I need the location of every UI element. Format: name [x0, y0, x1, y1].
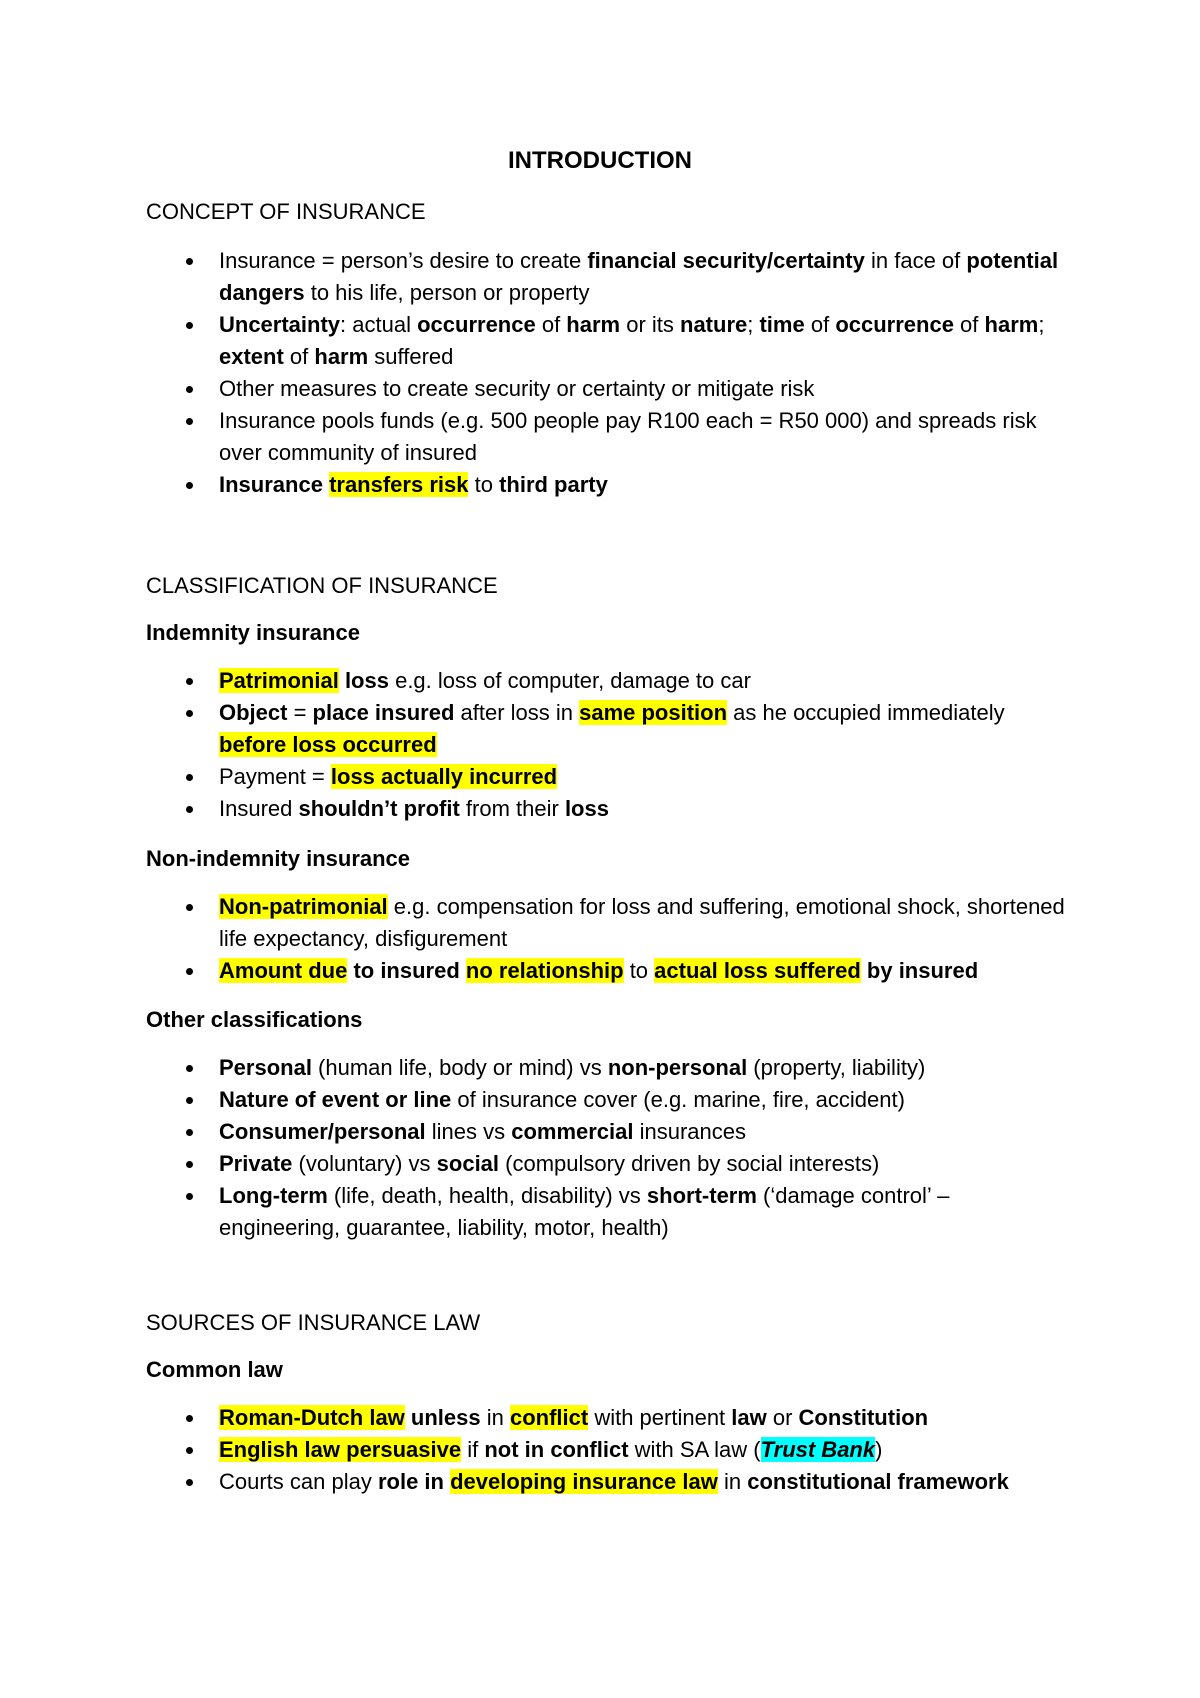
list-item: Insured shouldn’t profit from their loss	[146, 793, 1076, 825]
list-item: Insurance pools funds (e.g. 500 people pay R100 each = R50 000) and spreads risk over community of insured	[146, 405, 1076, 469]
bullet-icon	[186, 1097, 193, 1104]
bullet-icon	[186, 418, 193, 425]
bullet-icon	[186, 1065, 193, 1072]
section-heading-concept: CONCEPT OF INSURANCE	[146, 199, 426, 224]
bullet-icon	[186, 482, 193, 489]
list-item: Long-term (life, death, health, disability) vs short-term (‘damage control’ – engineering, guarantee, liability, motor, health)	[146, 1180, 1076, 1244]
list-item: Personal (human life, body or mind) vs non-personal (property, liability)	[146, 1052, 1076, 1084]
bullet-icon	[186, 1447, 193, 1454]
bullet-icon	[186, 774, 193, 781]
bullet-icon	[186, 1415, 193, 1422]
non-indemnity-bullet-list	[146, 891, 1076, 987]
bullet-icon	[186, 1129, 193, 1136]
list-item: Amount due to insured no relationship to actual loss suffered by insured	[146, 955, 1076, 987]
document-title: INTRODUCTION	[508, 147, 692, 174]
list-item: Uncertainty: actual occurrence of harm or its nature; time of occurrence of harm; extent of harm suffered	[146, 309, 1076, 373]
bullet-icon	[186, 710, 193, 717]
bullet-icon	[186, 386, 193, 393]
case-reference: Trust Bank	[760, 1437, 876, 1462]
list-item: Insurance transfers risk to third party	[146, 469, 1076, 501]
list-item: Courts can play role in developing insurance law in constitutional framework	[146, 1466, 1076, 1498]
list-item: English law persuasive if not in conflict with SA law (Trust Bank)	[146, 1434, 1076, 1466]
bullet-icon	[186, 1161, 193, 1168]
list-item: Non-patrimonial e.g. compensation for loss and suffering, emotional shock, shortened life expectancy, disfigurement	[146, 891, 1076, 955]
section-heading-classification: CLASSIFICATION OF INSURANCE	[146, 573, 498, 598]
bullet-icon	[186, 1193, 193, 1200]
list-item: Insurance = person’s desire to create financial security/certainty in face of potential dangers to his life, person or property	[146, 245, 1076, 309]
list-item: Patrimonial loss e.g. loss of computer, damage to car	[146, 665, 1076, 697]
bullet-icon	[186, 258, 193, 265]
bullet-icon	[186, 1479, 193, 1486]
list-item: Roman-Dutch law unless in conflict with pertinent law or Constitution	[146, 1402, 1076, 1434]
sub-heading-other-classifications: Other classifications	[146, 1007, 363, 1032]
sub-heading-non-indemnity: Non-indemnity insurance	[146, 846, 411, 871]
bullet-icon	[186, 904, 193, 911]
bullet-icon	[186, 968, 193, 975]
list-item: Private (voluntary) vs social (compulsory driven by social interests)	[146, 1148, 1076, 1180]
list-item: Other measures to create security or certainty or mitigate risk	[146, 373, 1076, 405]
concept-bullet-list	[146, 245, 1076, 501]
sub-heading-indemnity: Indemnity insurance	[146, 620, 360, 645]
other-classifications-bullet-list	[146, 1052, 1076, 1244]
bullet-icon	[186, 322, 193, 329]
list-item: Object = place insured after loss in same position as he occupied immediately before loss occurred	[146, 697, 1076, 761]
common-law-bullet-list	[146, 1402, 1076, 1498]
list-item: Nature of event or line of insurance cover (e.g. marine, fire, accident)	[146, 1084, 1076, 1116]
bullet-icon	[186, 678, 193, 685]
indemnity-bullet-list	[146, 665, 1076, 825]
bullet-icon	[186, 806, 193, 813]
sub-heading-common-law: Common law	[146, 1357, 283, 1382]
list-item: Consumer/personal lines vs commercial insurances	[146, 1116, 1076, 1148]
section-heading-sources: SOURCES OF INSURANCE LAW	[146, 1310, 481, 1335]
list-item: Payment = loss actually incurred	[146, 761, 1076, 793]
